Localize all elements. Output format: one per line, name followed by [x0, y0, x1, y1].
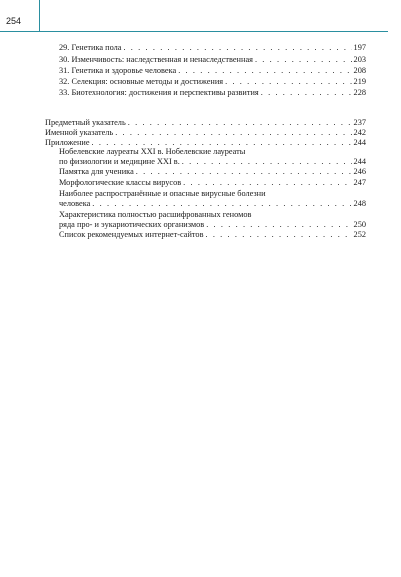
- toc-entry-chapter-33[interactable]: [59, 88, 366, 98]
- toc-entry-page: 246: [353, 167, 366, 176]
- header-rule: [0, 31, 388, 32]
- dot-leader: [225, 77, 351, 87]
- toc-entry-viral-diseases[interactable]: [59, 199, 366, 209]
- toc-entry-page: 244: [353, 157, 366, 166]
- toc-entry-websites[interactable]: [59, 230, 366, 240]
- dot-leader: [255, 55, 352, 65]
- dot-leader: [182, 157, 352, 167]
- toc-entry-nobel-line1: Нобелевские лауреаты XXI в. Нобелевские лауреаты: [59, 147, 246, 156]
- toc-entry-page: 219: [353, 77, 366, 86]
- toc-entry-title: человека: [59, 199, 91, 208]
- dot-leader: [128, 118, 352, 128]
- dot-leader: [136, 167, 352, 177]
- toc-entry-page: 228: [353, 88, 366, 97]
- dot-leader: [205, 230, 351, 240]
- toc-entry-chapter-31[interactable]: [59, 66, 366, 76]
- toc-entry-title: Памятка для ученика: [59, 167, 134, 176]
- toc-entry-page: 250: [353, 220, 366, 229]
- toc-entry-name-index[interactable]: [45, 128, 366, 138]
- toc-entry-student-memo[interactable]: [59, 167, 366, 177]
- dot-leader: [183, 178, 351, 188]
- toc-entry-chapter-32[interactable]: [59, 77, 366, 87]
- toc-entry-chapter-30[interactable]: [59, 55, 366, 65]
- dot-leader: [206, 220, 351, 230]
- toc-entry-genomes-line1: Характеристика полностью расшифрованных геномов: [59, 210, 252, 219]
- toc-entry-title: 29. Генетика пола: [59, 43, 122, 52]
- toc-entry-title: Предметный указатель: [45, 118, 126, 127]
- dot-leader: [115, 128, 351, 138]
- toc-entry-page: 197: [353, 43, 366, 52]
- toc-entry-nobel[interactable]: [59, 157, 366, 167]
- toc-entry-title: Морфологические классы вирусов: [59, 178, 182, 187]
- toc-entry-genomes[interactable]: [59, 220, 366, 230]
- toc-entry-virus-classes[interactable]: [59, 178, 366, 188]
- toc-entry-title: ряда про- и эукариотических организмов: [59, 220, 205, 229]
- toc-entry-title: 30. Изменчивость: наследственная и ненаследственная: [59, 55, 253, 64]
- dot-leader: [92, 199, 351, 209]
- toc-entry-title: 32. Селекция: основные методы и достижения: [59, 77, 224, 86]
- toc-entry-page: 252: [353, 230, 366, 239]
- toc-entry-page: 237: [353, 118, 366, 127]
- toc-entry-page: 203: [353, 55, 366, 64]
- toc-entry-title: по физиологии и медицине XXI в.: [59, 157, 180, 166]
- toc-entry-page: 248: [353, 199, 366, 208]
- toc-entry-title: 31. Генетика и здоровье человека: [59, 66, 177, 75]
- toc-entry-title: 33. Биотехнология: достижения и перспективы развития: [59, 88, 259, 97]
- toc-entry-page: 244: [353, 138, 366, 147]
- toc-entry-viral-diseases-line1: Наиболее распространённые и опасные вирусные болезни: [59, 189, 266, 198]
- toc-entry-page: 247: [353, 178, 366, 187]
- dot-leader: [261, 88, 352, 98]
- page-number-tab: [0, 0, 40, 32]
- toc-entry-title: Именной указатель: [45, 128, 114, 137]
- dot-leader: [123, 43, 351, 53]
- page-number: 254: [6, 16, 22, 26]
- dot-leader: [178, 66, 351, 76]
- toc-entry-title: Список рекомендуемых интернет-сайтов: [59, 230, 204, 239]
- toc-entry-page: 208: [353, 66, 366, 75]
- toc-entry-page: 242: [353, 128, 366, 137]
- toc-entry-subject-index[interactable]: [45, 118, 366, 128]
- toc-entry-title: Приложение: [45, 138, 90, 147]
- toc-entry-chapter-29[interactable]: [59, 43, 366, 53]
